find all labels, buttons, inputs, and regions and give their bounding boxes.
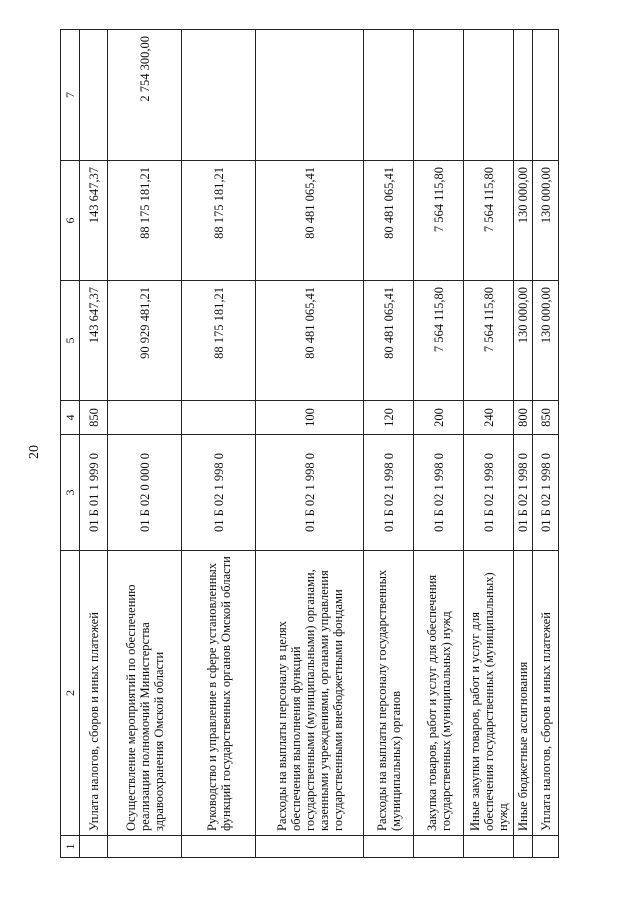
page-number: 20 <box>27 445 42 459</box>
row-amount-col6-cell: 80 481 065,41 <box>256 161 364 281</box>
row-amount-col7-cell: 2 754 300,00 <box>108 30 182 161</box>
row-amount-col5-cell: 90 929 481,21 <box>108 281 182 401</box>
row-amount-col5-cell: 7 564 115,80 <box>464 281 514 401</box>
row-expense-type-cell: 200 <box>414 401 464 435</box>
table-row <box>464 30 514 858</box>
budget-table <box>60 29 559 858</box>
row-expense-type-cell: 850 <box>533 401 559 435</box>
row-code-cell: 01 Б 02 1 998 0 <box>514 435 533 551</box>
row-amount-col7-cell <box>414 30 464 161</box>
table-container <box>60 30 598 858</box>
row-number-cell <box>414 836 464 858</box>
row-expense-type-cell <box>182 401 256 435</box>
row-amount-col7-cell <box>533 30 559 161</box>
table-row <box>514 30 533 858</box>
row-number-cell <box>108 836 182 858</box>
row-amount-col6-cell: 143 647,37 <box>80 161 108 281</box>
column-header: 4 <box>61 401 80 435</box>
row-amount-col7-cell <box>182 30 256 161</box>
row-name-cell: Иные бюджетные ассигнования <box>514 551 533 836</box>
row-number-cell <box>182 836 256 858</box>
row-amount-col6-cell: 88 175 181,21 <box>182 161 256 281</box>
row-code-cell: 01 Б 02 1 998 0 <box>533 435 559 551</box>
row-name-cell: Закупка товаров, работ и услуг для обеспечения государственных (муниципальных) нужд <box>414 551 464 836</box>
row-number-cell <box>364 836 414 858</box>
row-expense-type-cell <box>108 401 182 435</box>
row-amount-col6-cell: 130 000,00 <box>514 161 533 281</box>
table-row <box>414 30 464 858</box>
row-amount-col5-cell: 130 000,00 <box>533 281 559 401</box>
table-row <box>108 30 182 858</box>
row-amount-col7-cell <box>464 30 514 161</box>
rotated-sheet <box>60 30 598 858</box>
table-row <box>364 30 414 858</box>
row-name-cell: Иные закупки товаров, работ и услуг для обеспечения государственных (муниципальных) нужд <box>464 551 514 836</box>
table-row <box>533 30 559 858</box>
row-code-cell: 01 Б 01 1 999 0 <box>80 435 108 551</box>
row-amount-col6-cell: 130 000,00 <box>533 161 559 281</box>
column-number-row <box>61 30 80 858</box>
row-name-cell: Руководство и управление в сфере установленных функций государственных органов Омской области <box>182 551 256 836</box>
column-header: 7 <box>61 30 80 161</box>
row-expense-type-cell: 240 <box>464 401 514 435</box>
column-header: 1 <box>61 836 80 858</box>
column-header: 3 <box>61 435 80 551</box>
row-amount-col5-cell: 7 564 115,80 <box>414 281 464 401</box>
row-amount-col5-cell: 80 481 065,41 <box>364 281 414 401</box>
row-name-cell: Осуществление мероприятий по обеспечению реализации полномочий Министерства здравоохранения Омской области <box>108 551 182 836</box>
row-amount-col6-cell: 88 175 181,21 <box>108 161 182 281</box>
row-number-cell <box>80 836 108 858</box>
row-amount-col6-cell: 80 481 065,41 <box>364 161 414 281</box>
row-number-cell <box>514 836 533 858</box>
row-amount-col7-cell <box>256 30 364 161</box>
row-code-cell: 01 Б 02 1 998 0 <box>464 435 514 551</box>
row-number-cell <box>464 836 514 858</box>
table-row <box>80 30 108 858</box>
column-header: 5 <box>61 281 80 401</box>
row-amount-col5-cell: 80 481 065,41 <box>256 281 364 401</box>
row-expense-type-cell: 100 <box>256 401 364 435</box>
row-code-cell: 01 Б 02 1 998 0 <box>364 435 414 551</box>
row-amount-col6-cell: 7 564 115,80 <box>464 161 514 281</box>
table-row <box>182 30 256 858</box>
table-row <box>256 30 364 858</box>
column-header: 2 <box>61 551 80 836</box>
row-code-cell: 01 Б 02 1 998 0 <box>182 435 256 551</box>
row-amount-col5-cell: 130 000,00 <box>514 281 533 401</box>
row-expense-type-cell: 120 <box>364 401 414 435</box>
row-code-cell: 01 Б 02 1 998 0 <box>256 435 364 551</box>
row-expense-type-cell: 850 <box>80 401 108 435</box>
row-expense-type-cell: 800 <box>514 401 533 435</box>
row-code-cell: 01 Б 02 1 998 0 <box>414 435 464 551</box>
row-amount-col5-cell: 143 647,37 <box>80 281 108 401</box>
row-amount-col7-cell <box>80 30 108 161</box>
row-amount-col7-cell <box>364 30 414 161</box>
row-amount-col7-cell <box>514 30 533 161</box>
row-amount-col6-cell: 7 564 115,80 <box>414 161 464 281</box>
row-name-cell: Уплата налогов, сборов и иных платежей <box>80 551 108 836</box>
row-name-cell: Расходы на выплаты персоналу в целях обеспечения выполнения функций государственными (муниципальными) органами, казенными учреждениями, органами управления государственными внебюджетными фондами <box>256 551 364 836</box>
row-number-cell <box>256 836 364 858</box>
row-name-cell: Уплата налогов, сборов и иных платежей <box>533 551 559 836</box>
row-name-cell: Расходы на выплаты персоналу государственных (муниципальных) органов <box>364 551 414 836</box>
column-header: 6 <box>61 161 80 281</box>
row-amount-col5-cell: 88 175 181,21 <box>182 281 256 401</box>
row-number-cell <box>533 836 559 858</box>
row-code-cell: 01 Б 02 0 000 0 <box>108 435 182 551</box>
